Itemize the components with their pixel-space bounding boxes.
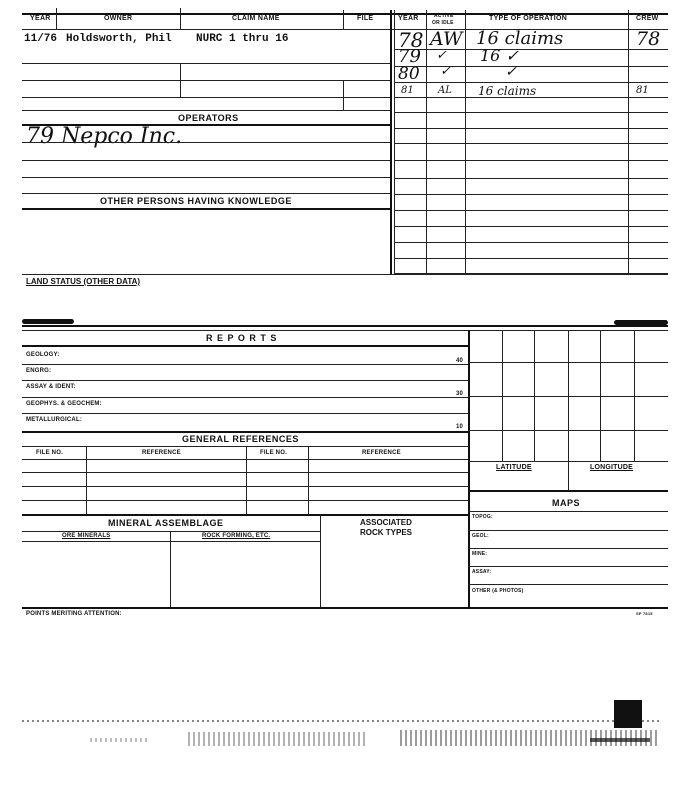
header-year: YEAR — [30, 15, 51, 22]
report-assay: ASSAY & IDENT: — [26, 384, 76, 390]
points-meriting-label: POINTS MERITING ATTENTION: — [26, 611, 122, 617]
activity-crew-4: 81 — [636, 85, 649, 96]
header-owner: OWNER — [104, 15, 133, 22]
report-metallurgical-num: 10 — [456, 424, 464, 430]
activity-operation-1: 16 claims — [476, 28, 564, 49]
col-reference-2: REFERENCE — [362, 450, 401, 456]
map-assay: ASSAY: — [472, 569, 492, 575]
header-crew: CREW — [636, 15, 659, 22]
report-geology: GEOLOGY: — [26, 352, 60, 358]
activity-year-1: 78 — [398, 28, 424, 52]
header-type-of-operation: TYPE OF OPERATION — [489, 15, 568, 22]
owner-row-owner: Holdsworth, Phil — [66, 33, 172, 45]
reports-title: R E P O R T S — [206, 333, 278, 343]
operators-entry: 79 Nepco Inc. — [26, 124, 183, 149]
maps-title: MAPS — [552, 498, 581, 508]
col-reference-1: REFERENCE — [142, 450, 181, 456]
col-file-no-1: FILE NO. — [36, 450, 63, 456]
owner-row-year: 11/76 — [24, 33, 58, 45]
associated-line-2: ROCK TYPES — [360, 528, 413, 537]
map-mine: MINE: — [472, 551, 488, 557]
map-other: OTHER (& PHOTOS) — [472, 588, 524, 594]
rock-forming-label: ROCK FORMING, ETC. — [202, 533, 271, 539]
longitude-label: LONGITUDE — [590, 464, 634, 471]
ore-minerals-label: ORE MINERALS — [62, 533, 111, 539]
owner-row-claim: NURC 1 thru 16 — [196, 33, 289, 45]
associated-line-1: ASSOCIATED — [360, 518, 412, 527]
other-persons-title: OTHER PERSONS HAVING KNOWLEDGE — [100, 196, 292, 206]
header-year-right: YEAR — [398, 15, 419, 22]
activity-status-2: ✓ — [436, 48, 447, 63]
activity-status-3: ✓ — [440, 64, 451, 79]
mineral-title: MINERAL ASSEMBLAGE — [108, 518, 224, 528]
report-assay-num: 30 — [456, 391, 464, 397]
col-file-no-2: FILE NO. — [260, 450, 287, 456]
activity-year-4: 81 — [401, 85, 414, 96]
header-claim-name: CLAIM NAME — [232, 15, 280, 22]
activity-operation-2: 16 ✓ — [480, 46, 519, 65]
activity-status-4: AL — [438, 85, 452, 96]
activity-year-2: 79 — [398, 46, 421, 67]
operators-title: OPERATORS — [178, 113, 239, 123]
header-idle: OR IDLE — [432, 20, 454, 26]
land-status-label: LAND STATUS (OTHER DATA) — [26, 277, 141, 286]
form-number: SP 7815 — [636, 611, 653, 616]
report-metallurgical: METALLURGICAL: — [26, 417, 83, 423]
map-topog: TOPOG: — [472, 514, 493, 520]
map-geol: GEOL: — [472, 533, 489, 539]
activity-operation-3: ✓ — [505, 64, 517, 80]
general-references-title: GENERAL REFERENCES — [182, 434, 299, 444]
activity-operation-4: 16 claims — [478, 84, 537, 98]
corner-square — [614, 700, 642, 728]
latitude-label: LATITUDE — [496, 464, 532, 471]
report-geophys: GEOPHYS. & GEOCHEM: — [26, 401, 102, 407]
report-geology-num: 40 — [456, 358, 464, 364]
header-active: ACTIVE — [434, 13, 454, 19]
header-file: FILE — [357, 15, 374, 22]
activity-year-3: 80 — [398, 64, 420, 84]
activity-status-1: AW — [430, 28, 463, 50]
activity-crew-1: 78 — [636, 28, 661, 50]
report-engrg: ENGRG: — [26, 368, 52, 374]
